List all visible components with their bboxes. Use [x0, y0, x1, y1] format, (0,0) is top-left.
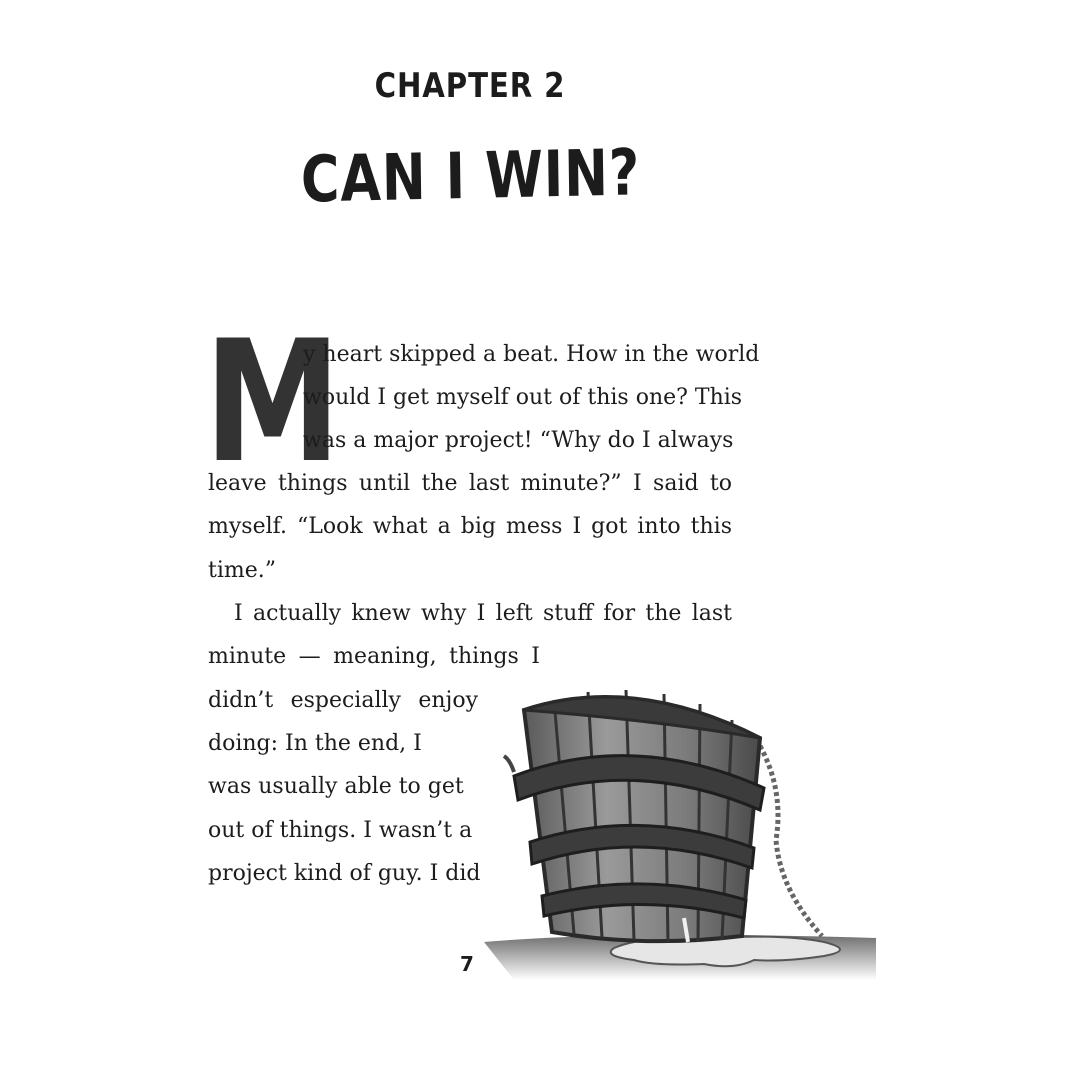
chapter-label: CHAPTER 2 [374, 66, 566, 106]
body-line-9: didn’t especially enjoy [208, 688, 478, 713]
body-line-12: out of things. I wasn’t a [208, 818, 473, 843]
body-line-6: time.” [208, 558, 276, 583]
body-line-8: minute — meaning, things I [208, 644, 540, 669]
wooden-bucket-icon [484, 680, 876, 980]
chapter-title: CAN I WIN? [300, 136, 641, 218]
drop-cap: M [204, 304, 342, 500]
body-line-2: would I get myself out of this one? This [303, 385, 743, 410]
body-line-10: doing: In the end, I [208, 731, 422, 756]
body-line-5: myself. “Look what a big mess I got into this [208, 514, 732, 539]
body-line-3: was a major project! “Why do I always [303, 428, 734, 453]
body-line-4: leave things until the last minute?” I said to [208, 471, 732, 496]
body-line-7: I actually knew why I left stuff for the last [234, 601, 732, 626]
body-line-13: project kind of guy. I did [208, 861, 481, 886]
page-number: 7 [460, 952, 474, 976]
body-line-1: y heart skipped a beat. How in the world [303, 342, 760, 367]
body-line-11: was usually able to get [208, 774, 464, 799]
